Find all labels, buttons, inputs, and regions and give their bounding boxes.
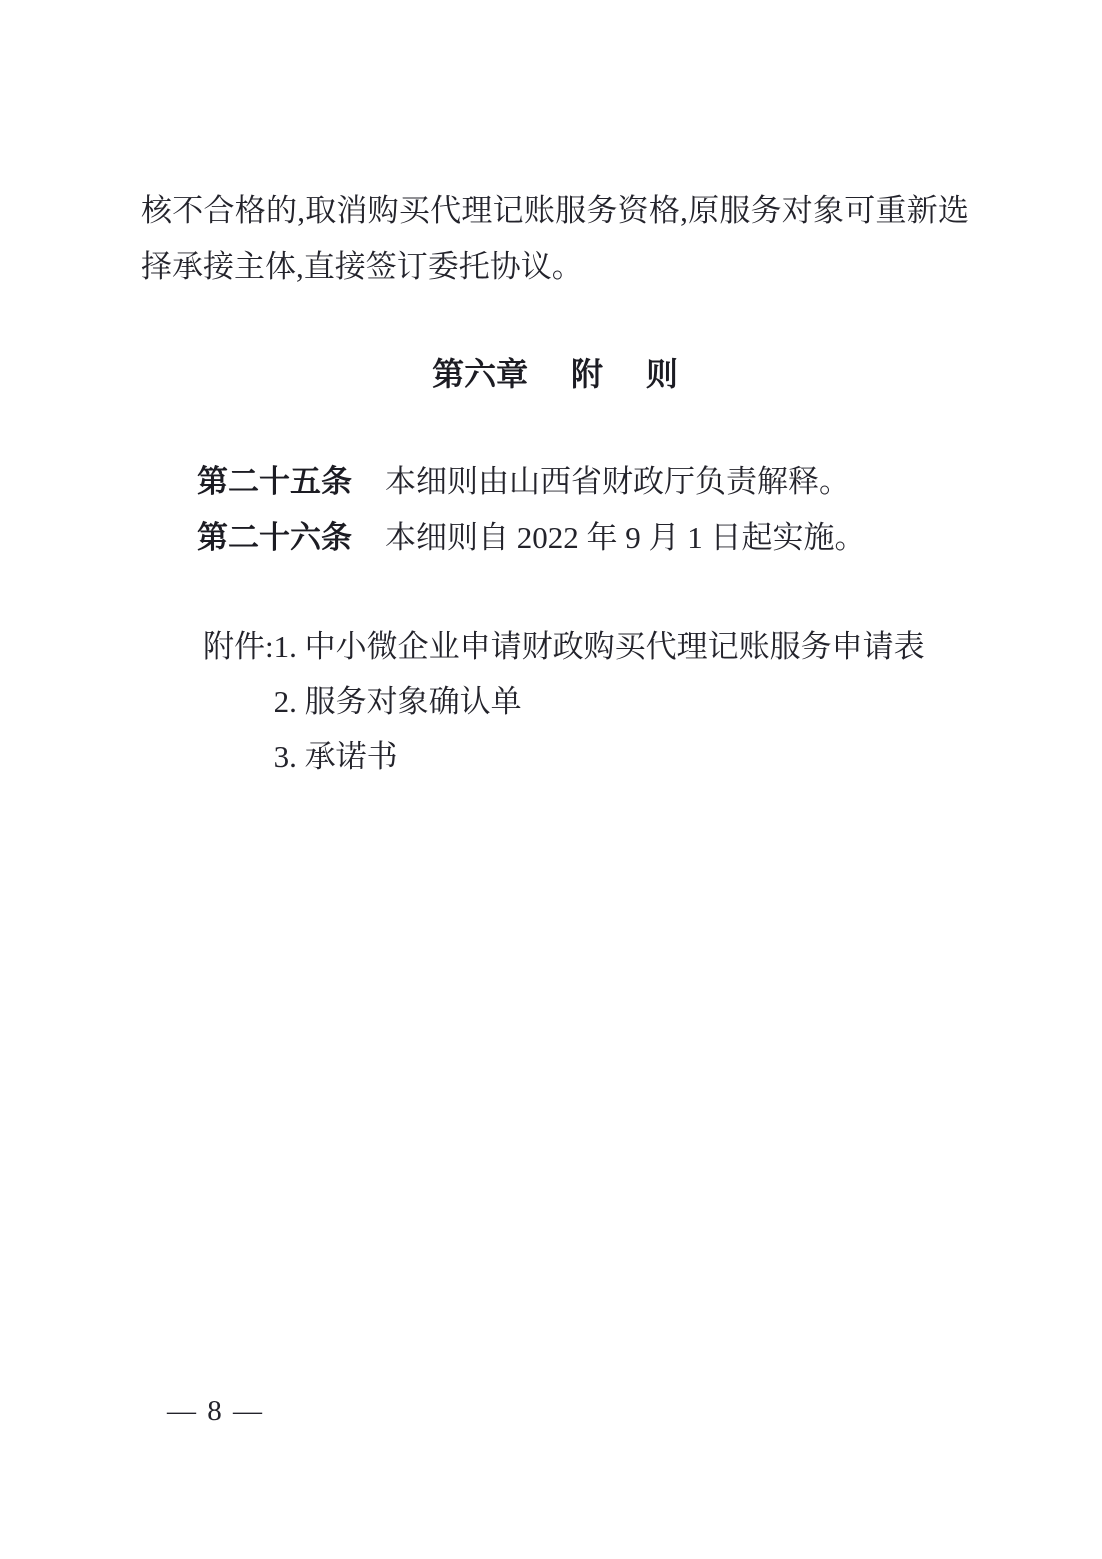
chapter-title-char-1: 附 (570, 356, 603, 392)
chapter-number: 第六章 (432, 356, 529, 392)
attachment-item-3: 3. 承诺书 (273, 739, 398, 774)
article-26-label: 第二十六条 (197, 520, 352, 555)
attachment-item-1: 1. 中小微企业申请财政购买代理记账服务申请表 (273, 629, 925, 664)
article-26-text: 本细则自 2022 年 9 月 1 日起实施。 (385, 520, 866, 555)
attachments-list (274, 619, 969, 784)
paragraph-line-2: 择承接主体,直接签订委托协议。 (141, 249, 583, 284)
paragraph-line-1: 核不合格的,取消购买代理记账服务资格,原服务对象可重新选 (141, 193, 969, 228)
article-25 (197, 454, 969, 510)
page-number: — 8 — (167, 1395, 264, 1427)
attachment-item-2: 2. 服务对象确认单 (273, 684, 522, 719)
chapter-heading (141, 346, 969, 402)
article-25-text: 本细则由山西省财政厅负责解释。 (385, 464, 850, 499)
articles-section (141, 454, 969, 566)
attachments-section (141, 619, 969, 784)
article-25-label: 第二十五条 (197, 464, 352, 499)
page-content (141, 0, 969, 784)
body-paragraph (141, 183, 969, 295)
article-26 (197, 510, 969, 566)
chapter-title-char-2: 则 (645, 356, 678, 392)
attachments-label: 附件: (203, 629, 274, 664)
